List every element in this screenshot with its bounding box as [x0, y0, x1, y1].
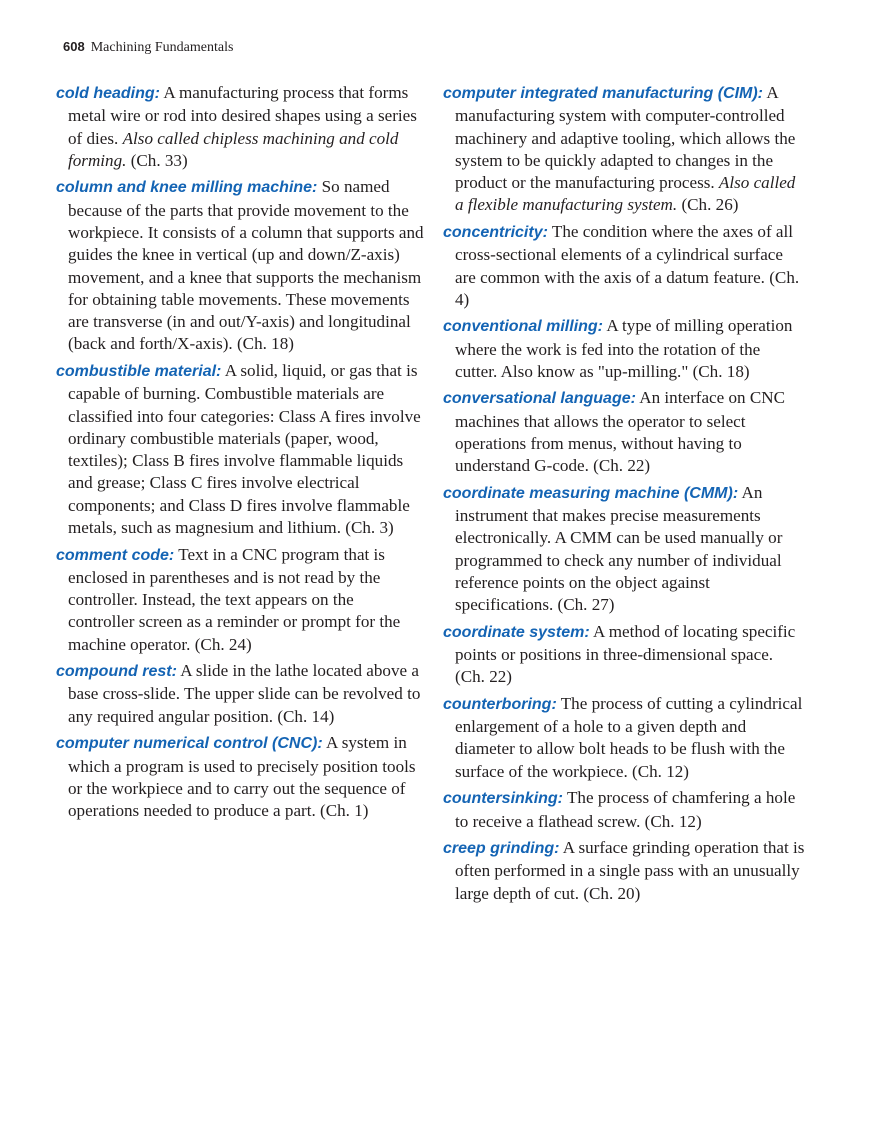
- glossary-term: computer integrated manufacturing (CIM):: [443, 85, 764, 102]
- glossary-column-left: [56, 82, 424, 827]
- glossary-entry: [443, 837, 805, 905]
- glossary-alternate-name: Also called chipless machining and cold forming.: [68, 128, 399, 170]
- page-number: 608: [63, 39, 85, 54]
- glossary-definition: An instrument that makes precise measurements electronically. A CMM can be used manually or programmed to check any number of individual reference points on the object against specifications. (Ch. 27): [455, 482, 783, 615]
- glossary-entry: [56, 660, 424, 728]
- glossary-definition: A surface grinding operation that is often performed in a single pass with an unusually large depth of cut. (Ch. 20): [455, 838, 805, 903]
- glossary-term: coordinate measuring machine (CMM):: [443, 484, 739, 502]
- glossary-entry: [56, 176, 424, 355]
- glossary-alternate-name: Also called a flexible manufacturing system.: [455, 173, 796, 215]
- glossary-term: combustible material:: [56, 362, 222, 380]
- running-header: [63, 39, 233, 56]
- glossary-chapter-ref: (Ch. 26): [677, 195, 739, 215]
- glossary-definition: So named because of the parts that provide movement to the workpiece. It consists of a column that supports and guides the knee in vertical (up and down/Z-axis) movement, and a knee that supports the mechanism for obtaining table movements. These movements are transverse (in and out/Y-axis) and longitudinal (back and forth/X-axis). (Ch. 18): [68, 177, 424, 354]
- glossary-definition: A slide in the lathe located above a base cross-slide. The upper slide can be revolved to any required angular position. (Ch. 14): [68, 661, 421, 726]
- glossary-term: concentricity:: [443, 223, 548, 241]
- glossary-definition: The condition where the axes of all cross-sectional elements of a cylindrical surface are common with the axis of a datum feature. (Ch. 4): [455, 221, 800, 309]
- glossary-term: column and knee milling machine:: [56, 179, 318, 197]
- glossary-entry: [443, 787, 805, 833]
- glossary-term: conversational language:: [443, 390, 636, 408]
- glossary-entry: [443, 221, 805, 311]
- glossary-entry: [443, 621, 805, 689]
- glossary-term: creep grinding:: [443, 840, 560, 857]
- glossary-entry: [443, 387, 805, 477]
- glossary-entry: [443, 482, 805, 617]
- glossary-definition: A solid, liquid, or gas that is capable of burning. Combustible materials are classified into four categories: Class A fires involve ordinary combustible materials (paper, wood, textiles); Class B fires involve flammable liquids and grease; Class C fires involve electrical components; and Class D fires involve flammable metals, such as magnesium and lithium. (Ch. 3): [68, 360, 421, 538]
- glossary-definition: An interface on CNC machines that allows the operator to select operations from menus, without having to understand G-code. (Ch. 22): [455, 388, 785, 476]
- book-title: Machining Fundamentals: [90, 40, 234, 55]
- glossary-definition: Text in a CNC program that is enclosed in parentheses and is not read by the controller. Instead, the text appears on the controller screen as a reminder or prompt for the machine operator. (Ch. 24): [68, 544, 401, 654]
- glossary-entry: [443, 693, 805, 783]
- glossary-entry: [56, 360, 424, 539]
- glossary-definition: The process of chamfering a hole to receive a flathead screw. (Ch. 12): [455, 788, 796, 831]
- glossary-definition: A manufacturing process that forms metal wire or rod into desired shapes using a series of dies.: [68, 83, 417, 148]
- glossary-term: counterboring:: [443, 695, 557, 713]
- glossary-term: compound rest:: [56, 663, 177, 681]
- glossary-entry: [56, 82, 424, 172]
- glossary-entry: [443, 82, 805, 217]
- glossary-term: countersinking:: [443, 790, 564, 808]
- glossary-term: computer numerical control (CNC):: [56, 735, 323, 753]
- glossary-chapter-ref: (Ch. 33): [126, 150, 188, 170]
- glossary-term: comment code:: [56, 546, 175, 564]
- glossary-definition: A method of locating specific points or positions in three-dimensional space. (Ch. 22): [455, 621, 796, 687]
- glossary-column-right: [443, 82, 805, 909]
- glossary-definition: A manufacturing system with computer-controlled machinery and adaptive tooling, which allows the system to be quickly adapted to changes in the product or the manufacturing process.: [455, 83, 796, 193]
- glossary-definition: A system in which a program is used to precisely position tools or the workpiece and to carry out the sequence of operations needed to produce a part. (Ch. 1): [68, 733, 416, 821]
- glossary-definition: The process of cutting a cylindrical enlargement of a hole to a given depth and diameter to allow bolt heads to be flush with the surface of the workpiece. (Ch. 12): [455, 693, 803, 781]
- glossary-definition: A type of milling operation where the work is fed into the rotation of the cutter. Also know as "up-milling." (Ch. 18): [455, 316, 793, 381]
- glossary-term: conventional milling:: [443, 318, 604, 336]
- glossary-entry: [443, 315, 805, 383]
- glossary-entry: [56, 544, 424, 656]
- glossary-entry: [56, 732, 424, 822]
- glossary-term: cold heading:: [56, 85, 160, 102]
- glossary-term: coordinate system:: [443, 623, 590, 641]
